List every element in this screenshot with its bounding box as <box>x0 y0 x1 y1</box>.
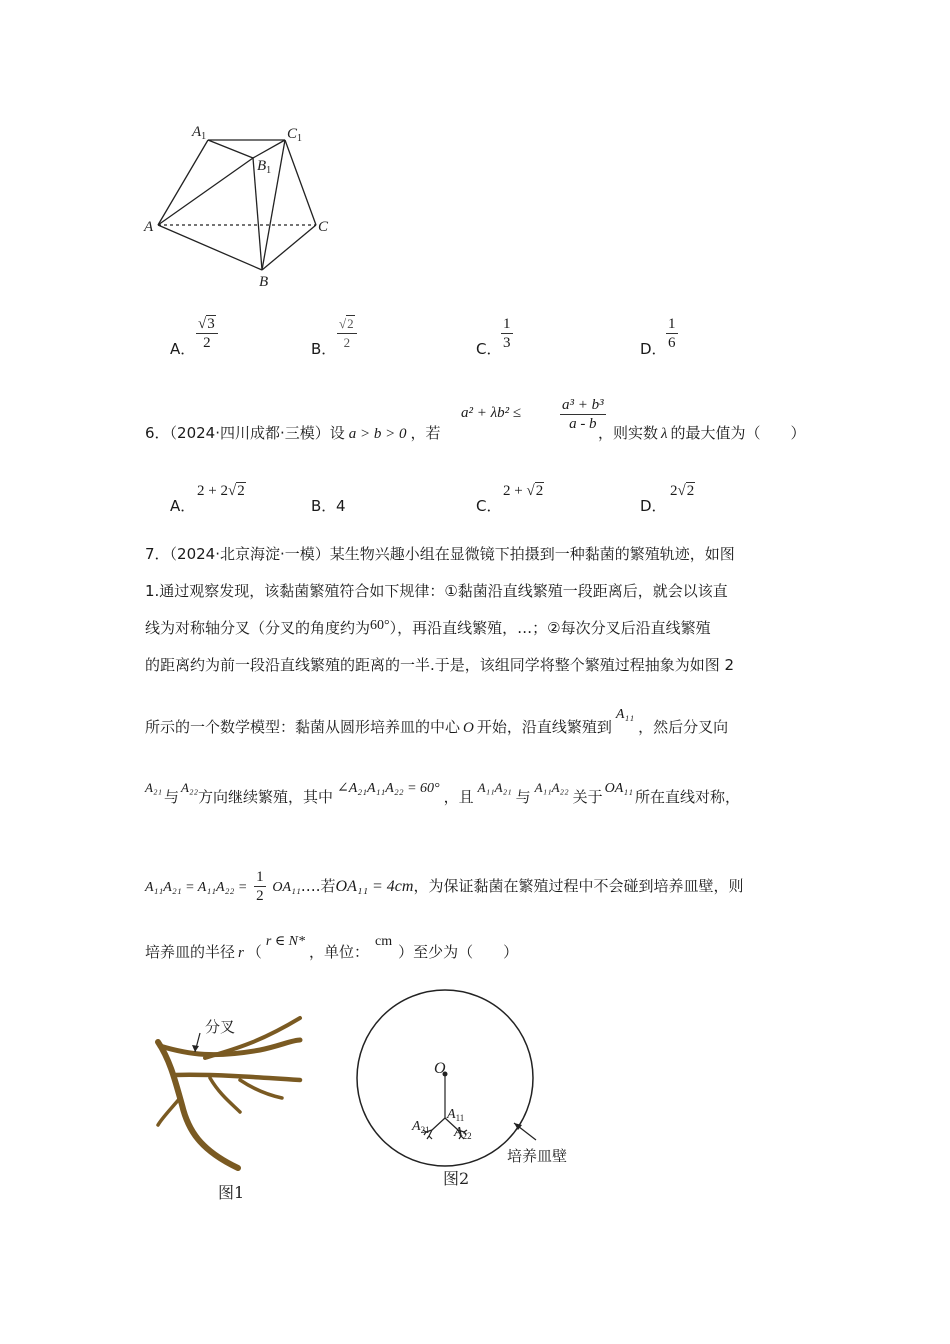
q5-option-d-letter[interactable]: D． <box>640 340 667 358</box>
q5-option-d-value: 1 6 <box>668 316 676 351</box>
q5-option-a-letter[interactable]: A． <box>170 340 196 358</box>
svg-text:B: B <box>259 274 269 290</box>
q5-option-c-letter[interactable]: C． <box>476 340 502 358</box>
q6-stem-tail: ，则实数 λ 的最大值为（ ） <box>598 424 806 442</box>
q5-option-c-value: 1 3 <box>503 316 511 351</box>
q6-option-a-value: 2 + 2√2 <box>197 483 245 499</box>
svg-text:C: C <box>318 219 329 235</box>
q5-option-a-value: √3 2 <box>196 315 218 352</box>
q5-option-b-value: √2 2 <box>337 315 357 352</box>
q7-line-1: 7．（2024·北京海淀·一模）某生物兴趣小组在显微镜下拍摄到一种黏菌的繁殖轨迹，如图 <box>145 545 735 563</box>
q6-option-a-letter[interactable]: A． <box>170 497 196 515</box>
q7-line-2: 1.通过观察发现，该黏菌繁殖符合如下规律：①黏菌沿直线繁殖一段距离后，就会以该直 <box>145 582 728 600</box>
half-fraction: $\frac{1}{2}$ <box>256 869 264 904</box>
figure-2-petri-dish <box>350 985 590 1195</box>
q6-fraction: a³ + b³ a - b <box>562 397 604 432</box>
svg-text:图1: 图1 <box>218 1183 245 1202</box>
svg-text:O: O <box>434 1060 446 1077</box>
svg-text:A1: $A_1$ <box>192 124 207 142</box>
q6-option-d-letter[interactable]: D． <box>640 497 667 515</box>
given-length: OA₁₁ = 4cm <box>335 878 414 895</box>
q6-inequality-left: a² + λb² ≤ <box>461 405 522 421</box>
q7-line-5: 所示的一个数学模型：黏菌从圆形培养皿的中心 O 开始，沿直线繁殖到A₁₁，然后分叉向 <box>145 707 729 736</box>
svg-text:培养皿壁: 培养皿壁 <box>507 1147 568 1165</box>
q6-option-c-letter[interactable]: C． <box>476 497 502 515</box>
q6-option-c-value: 2 + √2 <box>503 483 544 499</box>
q6-number: 6． <box>145 424 170 442</box>
q7-line-8: 培养皿的半径 r （r ∈ N*，单位：cm）至少为（ ） <box>145 934 519 961</box>
prism-figure <box>140 118 340 293</box>
svg-text:A22: $A_{22}$ <box>454 1125 472 1141</box>
q6-stem: 6．（2024·四川成都·三模）设 a > b > 0 ，若 <box>145 424 441 442</box>
r-condition: r ∈ N* <box>265 934 306 949</box>
svg-text:B1: $B_1$ <box>257 158 272 176</box>
lambda-symbol: λ <box>661 426 668 442</box>
svg-text:分叉: 分叉 <box>205 1018 236 1036</box>
q7-line-6: A₂₁与A₂₂方向继续繁殖，其中 ∠A₂₁A₁₁A₂₂ = 60° ，且A₁₁A₂₁与A₁₁A₂₂关于 OA₁₁ 所在直线对称， <box>145 780 741 806</box>
svg-text:A11: $A_{11}$ <box>447 1107 465 1123</box>
unit-cm: cm <box>375 934 393 949</box>
q7-source: （2024·北京海淀·一模） <box>169 545 330 563</box>
svg-text:图2: 图2 <box>443 1169 470 1188</box>
figure-1-slime-mould <box>145 1010 320 1210</box>
branch-angle: 60° <box>370 618 390 633</box>
q6-source: （2024·四川成都·三模） <box>169 424 330 442</box>
q7-number: 7． <box>145 545 170 563</box>
q7-line-3: 线为对称轴分叉（分叉的角度约为60°），再沿直线繁殖，…；②每次分叉后沿直线繁殖 <box>145 618 711 637</box>
svg-text:C1: $C_1$ <box>287 126 303 144</box>
q7-line-7: A₁₁A₂₁ = A₁₁A₂₂ = $\frac{1}{2}$ OA₁₁….若OA₁₁ = 4cm，为保证黏菌在繁殖过程中不会碰到培养皿壁，则 <box>145 869 744 904</box>
q6-option-d-value: 2√2 <box>670 483 695 499</box>
q5-option-b-letter[interactable]: B． <box>311 340 337 358</box>
q7-line-4: 的距离约为前一段沿直线繁殖的距离的一半.于是，该组同学将整个繁殖过程抽象为如图 2 <box>145 656 735 674</box>
svg-text:A: A <box>144 219 154 235</box>
q6-option-b-letter[interactable]: B． <box>311 497 337 515</box>
q6-condition: a > b > 0 <box>348 426 407 442</box>
svg-text:A21: $A_{21}$ <box>412 1119 430 1135</box>
q6-option-b-value: 4 <box>336 497 346 515</box>
